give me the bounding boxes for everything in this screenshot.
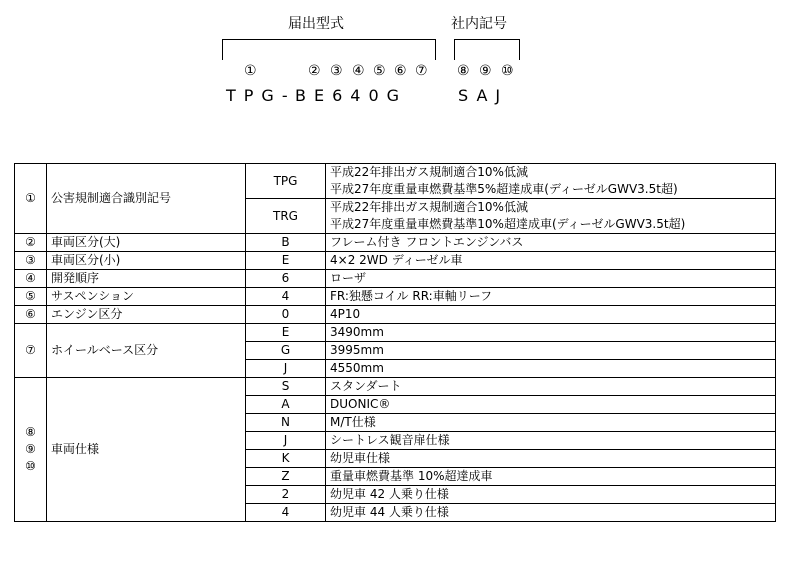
spec-table: [14, 163, 776, 522]
row-number: ⑥: [15, 306, 47, 324]
group2-title: 社内記号: [451, 16, 507, 32]
row-number-10: ⑩: [25, 459, 36, 473]
item-label: 車両区分(小): [47, 252, 246, 270]
code-value: N: [246, 414, 326, 432]
description: DUONIC®: [326, 396, 776, 414]
description: 重量車燃費基準 10%超達成車: [326, 468, 776, 486]
table-row: [15, 234, 776, 252]
item-label: 車両仕様: [47, 378, 246, 522]
row-number-8: ⑧: [25, 425, 36, 439]
description: M/T仕様: [326, 414, 776, 432]
code-value: TRG: [246, 199, 326, 234]
code-value: J: [246, 360, 326, 378]
code-value: K: [246, 450, 326, 468]
row-number: ④: [15, 270, 47, 288]
description-line: 平成22年排出ガス規制適合10%低減: [330, 200, 528, 214]
position-number-8: ⑧: [457, 63, 470, 79]
code-value: 0: [246, 306, 326, 324]
code-value: 2: [246, 486, 326, 504]
item-label: 公害規制適合識別記号: [47, 164, 246, 234]
position-number-2: ②: [308, 63, 321, 79]
description: 3490mm: [326, 324, 776, 342]
table-row: [15, 252, 776, 270]
table-row: [15, 270, 776, 288]
code-value: TPG: [246, 164, 326, 199]
description: ローザ: [326, 270, 776, 288]
description: フレーム付き フロントエンジンバス: [326, 234, 776, 252]
row-number: ⑦: [15, 324, 47, 378]
description-line: 平成27年度重量車燃費基準10%超達成車(ディーゼルGWV3.5t超): [330, 217, 686, 231]
position-number-9: ⑨: [479, 63, 492, 79]
group1-bracket: [222, 39, 436, 60]
description: 3995mm: [326, 342, 776, 360]
description: 幼児車 44 人乗り仕様: [326, 504, 776, 522]
row-number: [15, 378, 47, 522]
code-value: J: [246, 432, 326, 450]
position-number-6: ⑥: [394, 63, 407, 79]
description: 4550mm: [326, 360, 776, 378]
item-label: エンジン区分: [47, 306, 246, 324]
group1-title: 届出型式: [288, 16, 344, 32]
row-number-9: ⑨: [25, 442, 36, 456]
code-value: 4: [246, 504, 326, 522]
code-value: E: [246, 252, 326, 270]
position-number-4: ④: [352, 63, 365, 79]
position-number-5: ⑤: [373, 63, 386, 79]
code-value: 4: [246, 288, 326, 306]
description: 幼児車 42 人乗り仕様: [326, 486, 776, 504]
description: 幼児車仕様: [326, 450, 776, 468]
table-row: [15, 288, 776, 306]
row-number: ③: [15, 252, 47, 270]
code-value: Z: [246, 468, 326, 486]
description: [326, 164, 776, 199]
internal-code: SAJ: [458, 86, 509, 105]
code-value: A: [246, 396, 326, 414]
row-number: ②: [15, 234, 47, 252]
description: スタンダート: [326, 378, 776, 396]
description-line: 平成27年度重量車燃費基準5%超達成車(ディーゼルGWV3.5t超): [330, 182, 678, 196]
item-label: ホイールベース区分: [47, 324, 246, 378]
code-value: G: [246, 342, 326, 360]
table-row: [15, 324, 776, 342]
group2-bracket: [454, 39, 520, 60]
code-value: 6: [246, 270, 326, 288]
item-label: 車両区分(大): [47, 234, 246, 252]
description-line: 平成22年排出ガス規制適合10%低減: [330, 165, 528, 179]
code-value: S: [246, 378, 326, 396]
item-label: 開発順序: [47, 270, 246, 288]
row-number: ⑤: [15, 288, 47, 306]
description: 4P10: [326, 306, 776, 324]
table-row: [15, 306, 776, 324]
item-label: サスペンション: [47, 288, 246, 306]
description: FR:独懸コイル RR:車軸リーフ: [326, 288, 776, 306]
table-row: [15, 378, 776, 396]
table-row: [15, 164, 776, 199]
position-number-10: ⑩: [501, 63, 514, 79]
position-number-7: ⑦: [415, 63, 428, 79]
code-value: E: [246, 324, 326, 342]
row-number: ①: [15, 164, 47, 234]
position-number-3: ③: [330, 63, 343, 79]
code-value: B: [246, 234, 326, 252]
description: [326, 199, 776, 234]
description: シートレス観音扉仕様: [326, 432, 776, 450]
position-number-1: ①: [244, 63, 257, 79]
model-code: TPG-BE640G: [226, 86, 408, 105]
description: 4×2 2WD ディーゼル車: [326, 252, 776, 270]
